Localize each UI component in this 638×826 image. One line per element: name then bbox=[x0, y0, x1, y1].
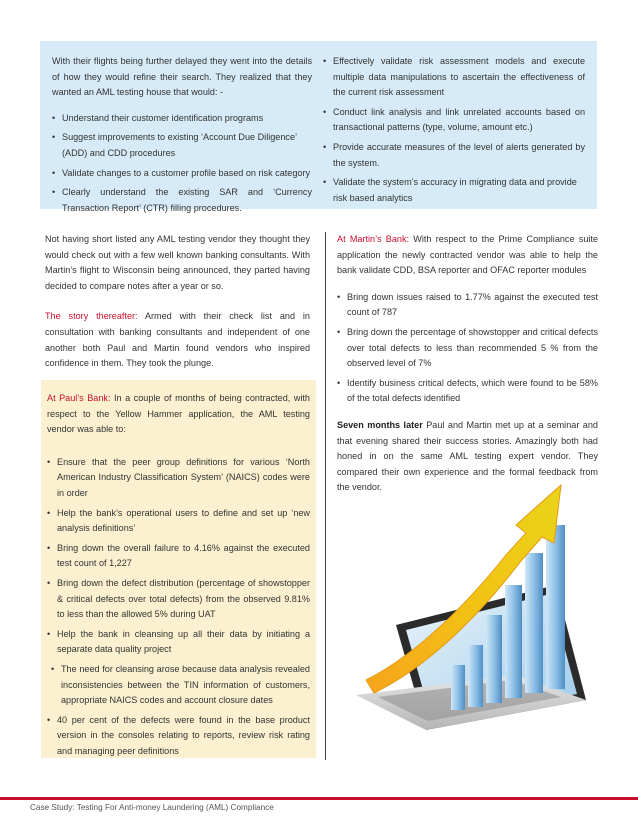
requirements-right-column bbox=[323, 54, 585, 210]
list-item: • Conduct link analysis and link unrelated accounts based on transactional patterns (type, volume, amount etc.) bbox=[323, 105, 585, 136]
pauls-bank-label: At Paul’s Bank: bbox=[47, 393, 111, 403]
requirements-left-column bbox=[52, 54, 312, 220]
list-item: • Understand their customer identification programs bbox=[52, 111, 312, 127]
list-item: • The need for cleansing arose because data analysis revealed inconsistencies between the TIN information of customers, appropriate NAICS codes and account closure dates bbox=[51, 662, 310, 709]
martins-bank-list bbox=[337, 290, 598, 407]
seven-months-label: Seven months later bbox=[337, 419, 423, 430]
pauls-bank-intro bbox=[47, 391, 310, 438]
pauls-bank-content bbox=[47, 391, 310, 763]
requirements-left-list bbox=[52, 111, 312, 217]
left-column bbox=[45, 232, 310, 372]
pauls-bank-list bbox=[47, 455, 310, 760]
list-item: • Validate changes to a customer profile based on risk category bbox=[52, 166, 312, 182]
list-item: • Bring down the overall failure to 4.16% against the executed test count of 1,227 bbox=[47, 541, 310, 572]
list-item: • Help the bank’s operational users to define and set up ‘new analysis definitions’ bbox=[47, 506, 310, 537]
laptop-growth-illustration bbox=[356, 475, 606, 745]
martins-bank-intro bbox=[337, 232, 598, 279]
footer-caption: Case Study: Testing For Anti-money Laundering (AML) Compliance bbox=[30, 803, 274, 812]
pauls-bank-intro-text: In a couple of months of being contracted, with respect to the Yellow Hammer application, the AML testing vendor was able to: bbox=[47, 393, 310, 435]
requirements-intro: With their flights being further delayed they went into the details of how they would refine their search. They realized that they wanted an AML testing house that would: - bbox=[52, 56, 312, 98]
list-item: • Identify business critical defects, which were found to be 58% of the total defects identified bbox=[337, 376, 598, 407]
martins-bank-label: At Martin’s Bank: bbox=[337, 234, 410, 244]
growth-bar bbox=[451, 665, 465, 710]
list-item: • Ensure that the peer group definitions for various ‘North American Industry Classification System’ (NAICS) codes were in order bbox=[47, 455, 310, 502]
growth-bar bbox=[486, 615, 502, 703]
story-text: Armed with their check list and in consultation with banking consultants and independent of one another both Paul and Martin found vendors who inspired confidence in them. They took the plunge. bbox=[45, 311, 310, 369]
requirements-right-list bbox=[323, 54, 585, 206]
intro-paragraph: Not having short listed any AML testing vendor they thought they would check out with a few well known banking consultants. With Martin’s flight to Wisconsin being announced, they parted having decided to compare notes after a year or so. bbox=[45, 234, 310, 291]
list-item: • Effectively validate risk assessment models and execute multiple data manipulations to ascertain the effectiveness of the current risk assessment bbox=[323, 54, 585, 101]
list-item: • Bring down the percentage of showstopper and critical defects over total defects to less than recommended 5 % from the observed level of 7% bbox=[337, 325, 598, 372]
list-item: • 40 per cent of the defects were found in the base product version in the consoles relating to reports, review risk rating and managing peer definitions bbox=[47, 713, 310, 760]
growth-bar bbox=[546, 525, 565, 689]
seven-months-text: Paul and Martin met up at a seminar and that evening shared their success stories. Amazingly both had honed in on the same AML testing expert vendor. They compared their own experience and the formal feedback from the vendor. bbox=[337, 419, 598, 493]
list-item: • Help the bank in cleansing up all their data by initiating a separate data quality project bbox=[47, 627, 310, 658]
list-item: • Bring down issues raised to 1.77% against the executed test count of 787 bbox=[337, 290, 598, 321]
footer-rule bbox=[0, 797, 638, 800]
list-item: • Bring down the defect distribution (percentage of showstopper & critical defects over total defects) from the observed 9.81% to less than the allowed 5% during UAT bbox=[47, 576, 310, 623]
story-paragraph bbox=[45, 309, 310, 371]
list-item: • Provide accurate measures of the level of alerts generated by the system. bbox=[323, 140, 585, 171]
list-item: • Clearly understand the existing SAR and ‘Currency Transaction Report’ (CTR) filling procedures. bbox=[52, 185, 312, 216]
growth-bar bbox=[525, 553, 543, 693]
list-item: • Validate the system’s accuracy in migrating data and provide risk based analytics bbox=[323, 175, 585, 206]
martins-bank-intro-text: With respect to the Prime Compliance suite application the newly contracted vendor was able to help the bank validate CDD, BSA reporter and OFAC reporter modules bbox=[337, 234, 598, 276]
column-divider bbox=[325, 232, 326, 760]
pauls-bank-box bbox=[41, 380, 316, 758]
right-column bbox=[337, 232, 598, 496]
story-label: The story thereafter: bbox=[45, 311, 138, 322]
list-item: • Suggest improvements to existing ‘Account Due Diligence’ (ADD) and CDD procedures bbox=[52, 130, 312, 161]
requirements-box bbox=[40, 41, 597, 213]
growth-bar bbox=[505, 585, 522, 698]
growth-bar bbox=[468, 645, 483, 707]
